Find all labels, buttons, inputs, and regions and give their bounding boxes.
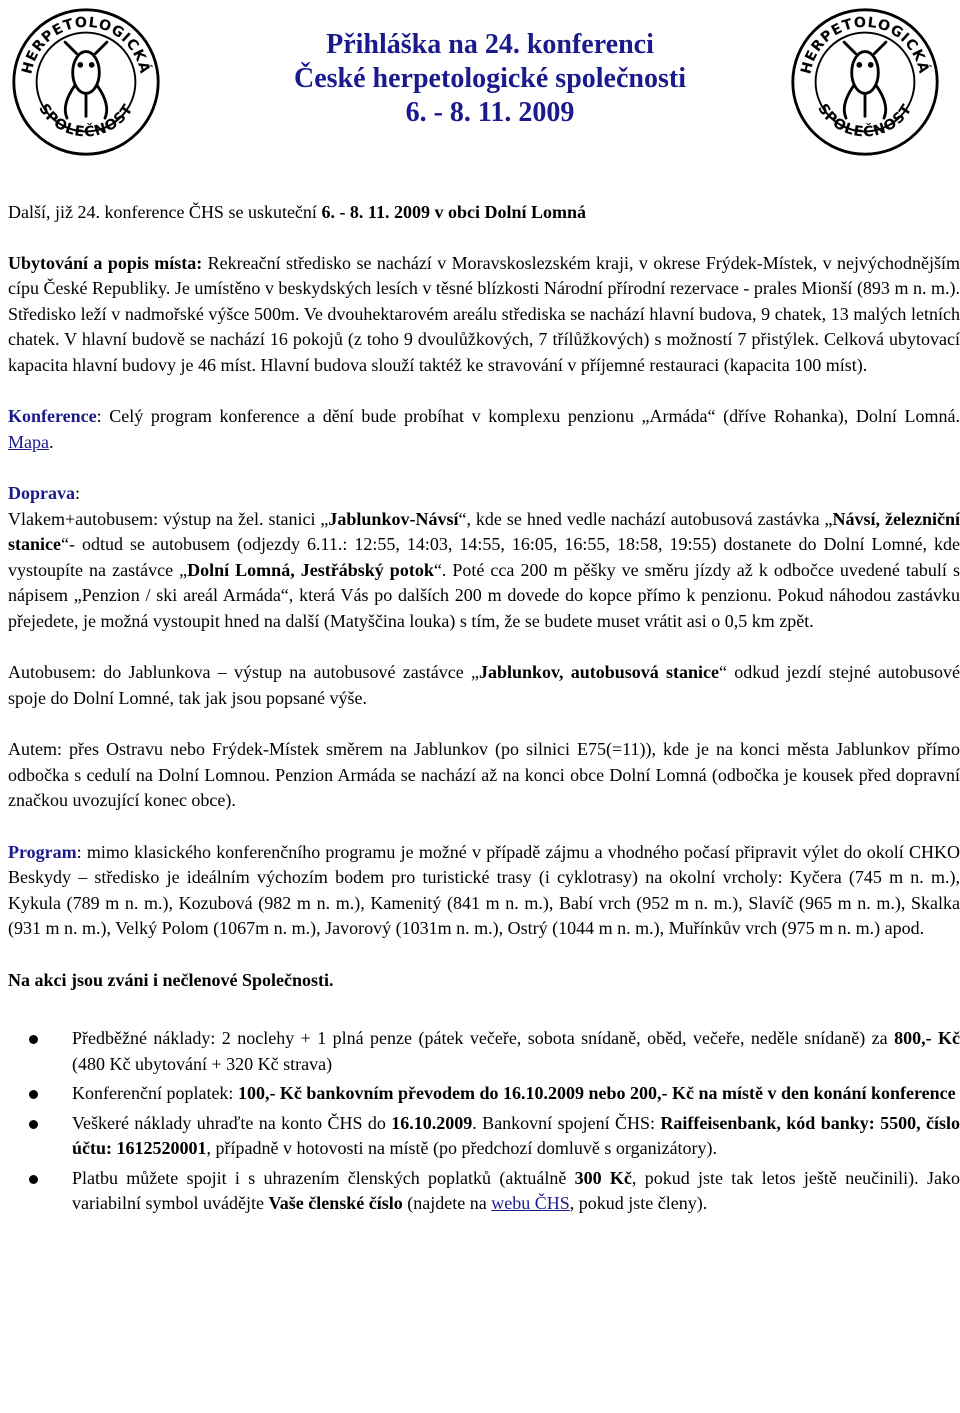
title-line-1: Přihláška na 24. konferenci — [326, 29, 654, 60]
society-logo-right — [789, 6, 941, 158]
transport-heading-line: Doprava: — [8, 483, 81, 503]
document-body — [8, 200, 960, 1221]
bullet-icon — [29, 1090, 38, 1099]
list-item: Veškeré náklady uhraďte na konto ČHS do 16.10.2009. Bankovní spojení ČHS: Raiffeisenbank, kód banky: 5500, číslo účtu: 1612520001, případně v hotovosti na místě (po předchozí domluvě s organizátory). — [8, 1111, 960, 1162]
bullet-icon — [29, 1035, 38, 1044]
fees-list — [8, 1026, 960, 1217]
chs-web-link[interactable]: webu ČHS — [491, 1193, 570, 1213]
accommodation-heading: Ubytování a popis místa: — [8, 252, 203, 273]
list-item: Platbu můžete spojit i s uhrazením členských poplatků (aktuálně 300 Kč, pokud jste tak letos ještě neučinili). Jako variabilní symbol uvádějte Vaše členské číslo (najdete na webu ČHS, pokud jste členy). — [8, 1166, 960, 1217]
transport-train-paragraph: Vlakem+autobusem: výstup na žel. stanici „Jablunkov-Návsí“, kde se hned vedle nachází autobusová zastávka „Návsí, železniční stanice“- odtud se autobusem (odjezdy 6.11.: 12:55, 14:03, 14:55, 16:05, 16:55, 18:58, 19:55) dostanete do Dolní Lomné, kde vystoupíte na zastávce „Dolní Lomná, Jestřábský potok“. Poté cca 200 m pěšky ve směru jízdy až k odbočce uvedené tabulí s nápisem „Penzion / ski areál Armáda“, která Vás po dalších 200 m dovede do kopce přímo k penzionu. Pokud náhodou zastávku přejedete, je možná vystoupit hned na další (Matyščina louka) s tím, že se budete muset vrátit asi o 0,5 km zpět. — [8, 508, 960, 631]
svg-text:SPOLEČNOST: SPOLEČNOST — [814, 101, 916, 141]
page-title — [220, 28, 760, 130]
bullet-icon — [29, 1175, 38, 1184]
invite-line: Na akci jsou zváni i nečlenové Společnosti. — [8, 969, 334, 990]
intro-paragraph: Další, již 24. konference ČHS se uskuteční 6. - 8. 11. 2009 v obci Dolní Lomná — [8, 202, 586, 222]
title-line-3: 6. - 8. 11. 2009 — [405, 97, 575, 128]
program-paragraph: Program: mimo klasického konferenčního programu je možné v případě zájmu a vhodného počasí připravit výlet do okolí CHKO Beskydy – středisko je ideálním výchozím bodem pro turistické trasy (i cyklotrasy) na okolní vrcholy: Kyčera (745 m n. m.), Kykula (789 m n. m.), Kozubová (982 m n. m.), Kamenitý (841 m n. m.), Babí vrch (952 m n. m.), Slavíč (965 m n. m.), Skalka (931 m n. m.), Velký Polom (1067m n. m.), Javorový (1031m n. m.), Ostrý (1044 m n. m.), Muřínkův vrch (975 m n. m.) apod. — [8, 841, 960, 938]
title-line-2: České herpetologické společnosti — [294, 63, 686, 94]
transport-car-paragraph: Autem: přes Ostravu nebo Frýdek-Místek směrem na Jablunkov (po silnici E75(=11)), kde je na konci města Jablunkov přímo odbočka s cedulí na Dolní Lomnou. Penzion Armáda se nachází až na konci obce Dolní Lomná (odbočka je kousek před dopravní značkou uvozující konec obce). — [8, 739, 960, 810]
svg-text:SPOLEČNOST: SPOLEČNOST — [35, 101, 137, 141]
transport-bus-paragraph: Autobusem: do Jablunkova – výstup na autobusové zastávce „Jablunkov, autobusová stanice“ odkud jezdí stejné autobusové spoje do Dolní Lomné, tak jak jsou popsané výše. — [8, 662, 960, 708]
svg-text:HERPETOLOGICKÁ: HERPETOLOGICKÁ — [798, 14, 932, 76]
transport-heading: Doprava — [8, 483, 75, 503]
map-link[interactable]: Mapa — [8, 431, 49, 452]
accommodation-paragraph: Ubytování a popis místa: Rekreační středisko se nachází v Moravskoslezském kraji, v okrese Frýdek-Místek, v nejvýchodnějším cípu České Republiky. Je umístěno v beskydských lesích v těsné blízkosti Národní přírodní rezervace - prales Mionší (893 m n. m.). Středisko leží v nadmořské výšce 500m. Ve dvouhektarovém areálu střediska se nachází hlavní budova, 9 chatek, 13 malých letních chatek. V hlavní budově se nachází 16 pokojů (z toho 9 dvoulůžkových, 7 třílůžkových) s možností 7 přistýlek. Celková ubytovací kapacita hlavní budovy je 46 míst. Hlavní budova slouží taktéž ke stravování v příjemné restauraci (kapacita 100 míst). — [8, 252, 960, 375]
list-item: Konferenční poplatek: 100,- Kč bankovním převodem do 16.10.2009 nebo 200,- Kč na místě v den konání konference — [8, 1081, 960, 1107]
conference-paragraph: Konference: Celý program konference a dění bude probíhat v komplexu penzionu „Armáda“ (dříve Rohanka), Dolní Lomná. Mapa. — [8, 406, 960, 452]
svg-text:HERPETOLOGICKÁ: HERPETOLOGICKÁ — [19, 14, 153, 76]
society-logo-left — [10, 6, 162, 158]
list-item: Předběžné náklady: 2 noclehy + 1 plná penze (pátek večeře, sobota snídaně, oběd, večeře, neděle snídaně) za 800,- Kč (480 Kč ubytování + 320 Kč strava) — [8, 1026, 960, 1077]
conference-heading: Konference — [8, 406, 97, 426]
bullet-icon — [29, 1120, 38, 1129]
program-heading: Program — [8, 841, 77, 862]
